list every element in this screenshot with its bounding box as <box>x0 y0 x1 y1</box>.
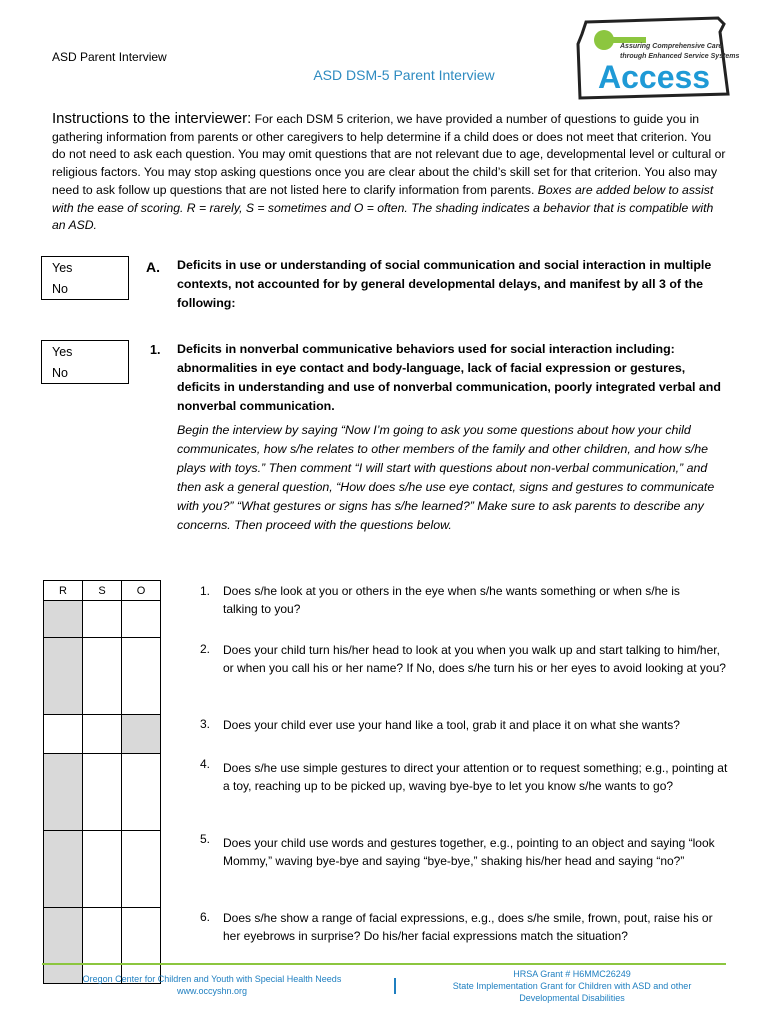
section-a-text: Deficits in use or understanding of social communication and social interaction in multiple contexts, not accounted for by general developmental delays, and manifest by all 3 of the following: <box>177 258 712 310</box>
instructions-body: For each DSM 5 criterion, we have provided a number of questions to guide you in gathering information from parents or other caregivers to help determine if a child does or does not meet that criterion. You do not need to ask each question. You may omit questions that are not relevant due to age, developmental level or cultural or religious factors. You may stop asking questions once you are clear about the child’s skill set for that criterion. You also may need to ask follow up questions that are not listed here to clarify information from parents. <box>52 112 726 197</box>
section-1-text: Deficits in nonverbal communicative behaviors used for social interaction including: abnormalities in eye contact and body-language, lack of facial expression or gestures, deficits in understanding and use of nonverbal communication, poorly integrated verbal and nonverbal communication. <box>177 342 721 413</box>
section-a-label: A. <box>146 259 160 275</box>
score-cell[interactable] <box>122 831 161 908</box>
instructions-scoring-note: Boxes are added below to assist with the ease of scoring. R = rarely, S = sometimes and O = often. The shading indicates a behavior that is compatible with an ASD. <box>52 182 714 233</box>
oregon-key-icon <box>568 14 748 100</box>
score-cell[interactable] <box>83 754 122 831</box>
header-label: ASD Parent Interview <box>52 50 167 64</box>
logo-word: Access <box>598 59 711 95</box>
question-text: Does your child use words and gestures together, e.g., pointing to an object and saying “look Mommy,” waving bye-bye and saying “bye-bye,” shaking his/her head and saying “no?” <box>223 836 715 868</box>
question-number: 5. <box>200 832 211 846</box>
question-text: Does your child ever use your hand like a tool, grab it and place it on what she wants? <box>223 718 680 732</box>
score-cell[interactable] <box>44 638 83 715</box>
score-cell[interactable] <box>83 715 122 754</box>
score-cell[interactable] <box>122 715 161 754</box>
yes-no-box-a[interactable] <box>41 256 129 300</box>
footer-separator <box>394 978 396 994</box>
score-cell[interactable] <box>44 601 83 638</box>
score-cell[interactable] <box>44 831 83 908</box>
no-label: No <box>52 366 68 380</box>
question-text: Does your child turn his/her head to look at you when you walk up and start talking to him/her, or when you call his or her name? If No, does s/he turn his or her eyes to avoid looking at you? <box>223 643 726 675</box>
footer-divider <box>42 963 726 965</box>
score-cell[interactable] <box>122 754 161 831</box>
question-number: 4. <box>200 757 211 771</box>
score-cell[interactable] <box>83 601 122 638</box>
instructions-lead: Instructions to the interviewer: <box>52 110 252 127</box>
scoring-grid <box>43 580 161 984</box>
footer-grant: HRSA Grant # H6MMC26249 <box>513 969 631 979</box>
instructions <box>52 110 727 235</box>
logo-tagline-2: through Enhanced Service Systems <box>620 53 740 60</box>
logo-tagline-1: Assuring Comprehensive Care <box>620 43 723 50</box>
question-number: 3. <box>200 717 211 731</box>
question-text: Does s/he use simple gestures to direct your attention or to request something; e.g., pointing at a toy, reaching up to be picked up, waving bye-bye to let you know s/he wants to go? <box>223 761 728 793</box>
footer-grant-desc: State Implementation Grant for Children with ASD and other <box>452 981 692 991</box>
header-s: S <box>83 581 122 601</box>
footer-website[interactable]: www.occyshn.org <box>176 986 248 996</box>
yes-no-box-1[interactable] <box>41 340 129 384</box>
question-text: Does s/he look at you or others in the eye when s/he wants something or when s/he is talking to you? <box>223 584 680 616</box>
header-o: O <box>122 581 161 601</box>
score-cell[interactable] <box>44 754 83 831</box>
footer-right <box>412 968 732 1004</box>
question-number: 1. <box>200 584 211 598</box>
question-number: 2. <box>200 642 211 656</box>
score-cell[interactable] <box>83 638 122 715</box>
score-cell[interactable] <box>44 715 83 754</box>
question-number: 6. <box>200 910 211 924</box>
yes-label: Yes <box>52 345 73 359</box>
footer-left <box>42 973 382 997</box>
score-cell[interactable] <box>122 638 161 715</box>
question-text: Does s/he show a range of facial expressions, e.g., does s/he smile, frown, pout, raise his or her eyebrows in surprise? Do his/her facial expressions match the situation? <box>223 911 713 943</box>
page-title: ASD DSM-5 Parent Interview <box>313 67 495 83</box>
footer-grant-desc-2: Developmental Disabilities <box>519 993 625 1003</box>
section-1-label: 1. <box>150 343 161 357</box>
no-label: No <box>52 282 68 296</box>
access-logo <box>568 14 748 100</box>
score-cell[interactable] <box>83 831 122 908</box>
yes-label: Yes <box>52 261 73 275</box>
footer-org: Oregon Center for Children and Youth with Special Health Needs <box>82 974 342 984</box>
score-cell[interactable] <box>122 601 161 638</box>
header-r: R <box>44 581 83 601</box>
section-1-guidance: Begin the interview by saying “Now I’m going to ask you some questions about how your child communicates, how s/he relates to other members of the family and other children, and how s/he plays with toys.” Then comment “I will start with questions about non-verbal communication,” and then ask a general question, “How does s/he use eye contact, signs and gestures to communicate with you?” “What gestures or signs has s/he learned?” Make sure to ask parents to describe any concerns. Then proceed with the questions below. <box>177 423 715 532</box>
